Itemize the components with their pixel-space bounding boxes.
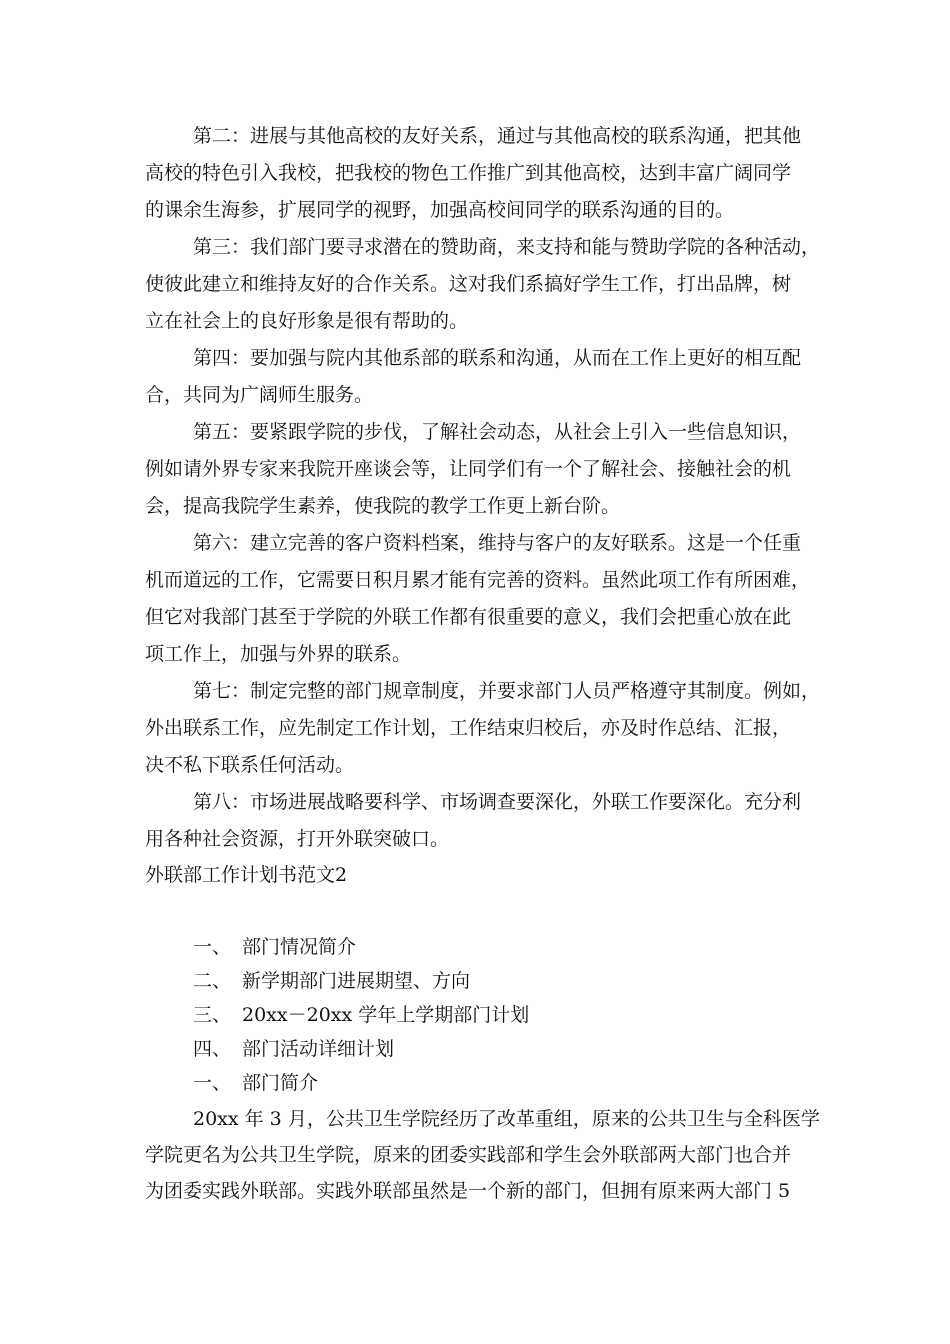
paragraph-line: 为团委实践外联部。实践外联部虽然是一个新的部门，但拥有原来两大部门 5 [145, 1180, 791, 1202]
paragraph-line: 机而道远的工作，它需要日积月累才能有完善的资料。虽然此项工作有所困难， [145, 569, 811, 591]
paragraph-line: 高校的特色引入我校，把我校的物色工作推广到其他高校，达到丰富广阔同学 [145, 162, 792, 184]
paragraph-line: 合，共同为广阔师生服务。 [145, 384, 374, 406]
toc-number: 二、 [193, 970, 232, 992]
section-title: 外联部工作计划书范文2 [145, 864, 348, 886]
paragraph-line: 例如请外界专家来我院开座谈会等，让同学们有一个了解社会、接触社会的机 [145, 458, 792, 480]
paragraph-line: 项工作上，加强与外界的联系。 [145, 643, 412, 665]
toc-text: 部门情况简介 [242, 936, 357, 958]
paragraph-line: 外出联系工作，应先制定工作计划，工作结束归校后，亦及时作总结、汇报， [145, 717, 792, 739]
paragraph-line: 第三：我们部门要寻求潜在的赞助商，来支持和能与赞助学院的各种活动， [193, 236, 821, 258]
paragraph-line: 但它对我部门甚至于学院的外联工作都有很重要的意义，我们会把重心放在此 [145, 606, 792, 628]
paragraph-line: 第五：要紧跟学院的步伐，了解社会动态，从社会上引入一些信息知识， [193, 421, 802, 443]
paragraph-line: 用各种社会资源，打开外联突破口。 [145, 828, 450, 850]
paragraph-line: 立在社会上的良好形象是很有帮助的。 [145, 310, 469, 332]
paragraph-line: 20xx 年 3 月，公共卫生学院经历了改革重组，原来的公共卫生与全科医学 [193, 1108, 820, 1130]
paragraph-line: 决不私下联系任何活动。 [145, 754, 355, 776]
toc-number: 三、 [193, 1004, 232, 1026]
toc-text: 20xx－20xx 学年上学期部门计划 [242, 1004, 530, 1026]
toc-text: 部门简介 [242, 1072, 319, 1094]
paragraph-line: 第四：要加强与院内其他系部的联系和沟通，从而在工作上更好的相互配 [193, 347, 802, 369]
paragraph-line: 第二：进展与其他高校的友好关系，通过与其他高校的联系沟通，把其他 [193, 125, 802, 147]
paragraph-line: 的课余生海参，扩展同学的视野，加强高校间同学的联系沟通的目的。 [145, 199, 735, 221]
paragraph-line: 会，提高我院学生素养，使我院的教学工作更上新台阶。 [145, 495, 621, 517]
paragraph-line: 第六：建立完善的客户资料档案，维持与客户的友好联系。这是一个任重 [193, 532, 802, 554]
paragraph-line: 使彼此建立和维持友好的合作关系。这对我们系搞好学生工作，打出品牌，树 [145, 273, 792, 295]
toc-number: 一、 [193, 1072, 232, 1094]
toc-number: 四、 [193, 1038, 232, 1060]
paragraph-line: 第八：市场进展战略要科学、市场调查要深化，外联工作要深化。充分利 [193, 791, 802, 813]
paragraph-line: 学院更名为公共卫生学院，原来的团委实践部和学生会外联部两大部门也合并 [145, 1144, 792, 1166]
toc-text: 新学期部门进展期望、方向 [242, 970, 471, 992]
paragraph-line: 第七：制定完整的部门规章制度，并要求部门人员严格遵守其制度。例如， [193, 680, 821, 702]
toc-text: 部门活动详细计划 [242, 1038, 395, 1060]
toc-number: 一、 [193, 936, 232, 958]
